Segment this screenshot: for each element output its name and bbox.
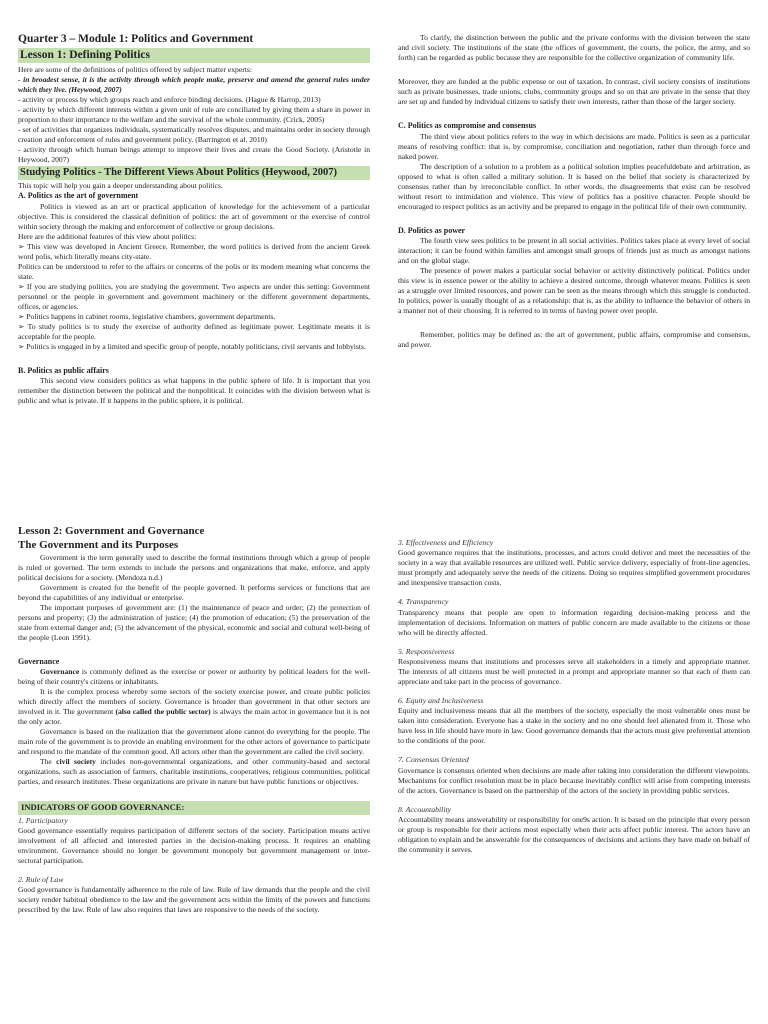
government-purposes-heading: The Government and its Purposes [18, 539, 179, 552]
civil-society-definition: The civil society includes non-governmental organizations, and other community-based and sectoral organizations, such as association of farmers, charitable institutions, cooperatives, religious communities, political parties, and research institutes. These organizations are private in nature but have public functions or objectives. [18, 757, 370, 787]
indicator-8-body: Accountability means answerability or responsibility for one9s action. It is based on the principle that every person or group is responsible for their actions most especially when their acts affect public interest. The actors have an obligation to explain and be answerable for the consequences of decisions and actions they have made on behalf of the community it serves. [398, 814, 750, 854]
governance-heading: Governance [18, 656, 60, 666]
definition-crick: - activity by which different interests within a given unit of rule are conciliated by giving them a share in power in proportion to their importance to the welfare and the survival of the whole community. (Crick, 2005) [18, 105, 370, 125]
indicator-3-title: 3. Effectiveness and Efficiency [398, 538, 494, 547]
definition-hague-harrop: - activity or process by which groups reach and enforce binding decisions. (Hague & Harrop, 2013) [18, 95, 321, 105]
indicator-5-title: 5. Responsiveness [398, 646, 455, 656]
definition-heywood: - in broadest sense, it is the activity through which people make, preserve and amend the general rules under which they live. (Heywood, 2007) [18, 74, 370, 94]
indicator-3-body: Good governance requires that the institutions, processes, and actors could deliver and meet the necessities of the society in a way that available resources are utilized well. Public service delivery, especially of front-line agencies, must promptly and adequately serve the needs of the citizens. Doing so requires simplified government procedures and inexpensive transaction costs. [398, 548, 750, 588]
definitions-intro: Here are some of the definitions of politics offered by subject matter experts: [18, 64, 252, 74]
government-definition: Government is the term generally used to describe the formal institutions through which a group of people is ruled or governed. The term extends to include the persons and organizations that make, enforce, and apply political decisions for a society. (Mendoza n.d.) [18, 552, 370, 582]
section-a-features-intro: Here are the additional features of this view about politics: [18, 231, 197, 241]
section-d-body: The presence of power makes a particular social behavior or activity distinctively political. Politics under this view is in essence power or the ability to achieve a desired outcome, through whatever means. Politics is seen as a struggle over limited resources, and power can be seen as the means through which this struggle is conducted. In politics, power is usually thought of as a relationship: that is, as the ability to influence the behavior of others in a manner not of their choosing. It is referred to in terms of having power over people. [398, 266, 750, 316]
indicator-7-body: Governance is consensus oriented when decisions are made after taking into consideration the different viewpoints. Mechanisms for conflict resolution must be in place because inevitably conflict will arise from competing interests of the actors. Governance is based on the partnership of the actors of the society in providing public services. [398, 765, 750, 795]
section-c-body: The description of a solution to a problem as a political solution implies peacefuldebate and arbitration, as opposed to what is often called a military solution. It is based on the belief that society is characterized by consensus rather than by irreconcilable conflict. In other words, the disagreements that exist can be resolved without resort to intimidation and violence. This view of politics has a positive character. People should be encouraged to respect politics as an activity and be prepared to engage in the political life of their own community. [398, 161, 750, 211]
government-benefit: Government is created for the benefit of the people governed. It performs services or functions that are beyond the capabilities of any individual or enterprise. [18, 582, 370, 602]
bottom-right-column [398, 538, 750, 855]
top-left-column [18, 33, 370, 406]
section-a-heading: A. Politics as the art of government [18, 191, 139, 200]
governance-definition: Governance is commonly defined as the exercise or power or authority by political leaders for the well-being of their country's citizens or inhabitants. [18, 667, 370, 687]
indicator-5-body: Responsiveness means that institutions and processes serve all stakeholders in a timely and appropriate manner. The interests of all citizens must be well protected in a prompt and appropriate manner so that each of them can appreciate and take part in the process of governance. [398, 656, 750, 686]
indicator-6-title: 6. Equity and Inclusiveness [398, 696, 484, 705]
views-intro: This topic will help you gain a deeper understanding about politics. [18, 180, 223, 190]
top-right-column [398, 33, 750, 350]
indicator-4-title: 4. Transparency [398, 597, 449, 607]
section-a-feature: ➢ To study politics is to study the exercise of authority defined as legitimate power. Legitimate means it is acceptable for the people. [18, 321, 370, 341]
section-d-heading: D. Politics as power [398, 225, 466, 235]
indicator-4-body: Transparency means that people are open to information regarding decision-making process and the implementation of decisions. Information on matters of public concern are made available to the citizens or those who will be directly affected. [398, 607, 750, 637]
governance-role: Governance is based on the realization that the government alone cannot do everything for the people. The main role of the government is to provide an enabling environment for the other actors of governance to participate and respond to the mandate of the common good. All actors other than the government are called the civil society. [18, 727, 370, 757]
lesson1-heading: Lesson 1: Defining Politics [18, 48, 370, 63]
section-a-feature: ➢ This view was developed in Ancient Greece. Remember, the word politics is derived from the ancient Greek word polis, which literally means city-state. [18, 241, 370, 261]
definition-barrington: - set of activities that organizes individuals, systematically resolves disputes, and maintains order in society through creation and enforcement of rules and government policy. (Barrington et al. 2010) [18, 125, 370, 145]
public-private-paragraph: To clarify, the distinction between the public and the private conforms with the division between the state and civil society. The institutions of the state (the offices of government, the courts, the police, the army, and so forth) can be regarded as public because they are responsible for the collective organization of community life. [398, 33, 750, 63]
section-b-heading: B. Politics as public affairs [18, 365, 109, 375]
civil-society-paragraph: Moreover, they are funded at the public expense or out of taxation. In contrast, civil society consists of institutions such as private businesses, trade unions, clubs, community groups and so on that are private in the sense that they are set up and funded by individual citizens to satisfy their own interests, rather than those of the larger society. [398, 77, 750, 107]
views-heading: Studying Politics - The Different Views About Politics (Heywood, 2007) [18, 166, 370, 180]
politics-summary: Remember, politics may be defined as: the art of government, public affairs, compromise and consensus, and power. [398, 330, 750, 350]
section-c-body: The third view about politics refers to the way in which decisions are made. Politics is seen as a particular means of resolving conflict: that is, by compromise, conciliation and negotiation, rather than through force and naked power. [398, 131, 750, 161]
governance-term: Governance [40, 667, 80, 677]
indicator-8-title: 8. Accountability [398, 804, 452, 814]
definition-aristotle: - activity through which human beings attempt to improve their lives and create the Good Society. (Aristotle in Heywood, 2007) [18, 145, 370, 165]
section-c-heading: C. Politics as compromise and consensus [398, 121, 537, 131]
section-a-feature: ➢ Politics is engaged in by a limited and specific group of people, notably politicians, civil servants and lobbyists. [18, 341, 366, 351]
indicator-6-body: Equity and inclusiveness means that all the members of the society, especially the most vulnerable ones must be taken into consideration. Everyone has a stake in the society and no one should feel alienated from it. Those who have less in life should have more in law. Good governance demands that the actors must give preferential attention to the conditions of the poor. [398, 706, 750, 746]
section-a-feature: Politics can be understood to refer to the affairs or concerns of the polis or its modern meaning what concerns the state. [18, 261, 370, 281]
indicator-1-title: 1. Participatory [18, 815, 68, 825]
indicator-1-body: Good governance essentially requires participation of different sectors of the society. Participation means active involvement of all affected and interested parties in the decision-making process. It requires an enabling environment. Governance should no longer be government monopoly but government management or inter-sectoral participation. [18, 826, 370, 866]
section-d-body: The fourth view sees politics to be present in all social activities. Politics takes place at every level of social interaction; it can be found within families and amongst small groups of friends just as much as amongst nations and on the global stage. [398, 236, 750, 266]
section-b-body: This second view considers politics as what happens in the public sphere of life. It is important that you remember the distinction between the political and the nonpolitical. It coincides with the division between what is public and what is private. If it happens in the public sphere, it is political. [18, 376, 370, 406]
section-a-feature: ➢ Politics happens in cabinet rooms, legislative chambers, government departments. [18, 311, 276, 321]
section-a-feature: ➢ If you are studying politics, you are studying the government. Two aspects are under this setting: Government personnel or the people in government and government machinery or the different government departments, offices, or agencies. [18, 281, 370, 311]
section-a-body: Politics is viewed as an art or practical application of knowledge for the achievement of a particular objective. This is considered the classical definition of politics: the art of government or the exercise of control within society through the making and enforcement of collective or group decisions. [18, 201, 370, 231]
module-title: Quarter 3 – Module 1: Politics and Government [18, 33, 254, 45]
bottom-left-column [18, 524, 370, 915]
indicator-2-body: Good governance is fundamentally adherence to the rule of law. Rule of law demands that the people and the civil society render habitual obedience to the law and the government acts within the limits of the powers and functions prescribed by the law. Rule of law also requires that laws are responsive to the needs of the society. [18, 885, 370, 915]
indicator-2-title: 2. Rule of Law [18, 875, 64, 885]
governance-process: It is the complex process whereby some sectors of the society exercise power, and create public policies which directly affect the members of society. Governance is broader than government in that other sectors are involved in it. The government (also called the public sector) is always the main actor in governance but it is not the only actor. [18, 687, 370, 727]
indicators-heading: INDICATORS OF GOOD GOVERNANCE: [18, 801, 370, 814]
government-purposes: The important purposes of government are: (1) the maintenance of peace and order; (2) the protection of persons and property; (3) the administration of justice; (4) the promotion of education; (5) the preservation of the state from external danger and; (5) the advancement of the physical, economic and social and cultural well-being of the people (Leon 1991). [18, 602, 370, 642]
indicator-7-title: 7. Consensus Oriented [398, 755, 469, 765]
lesson2-heading: Lesson 2: Government and Governance [18, 525, 205, 537]
